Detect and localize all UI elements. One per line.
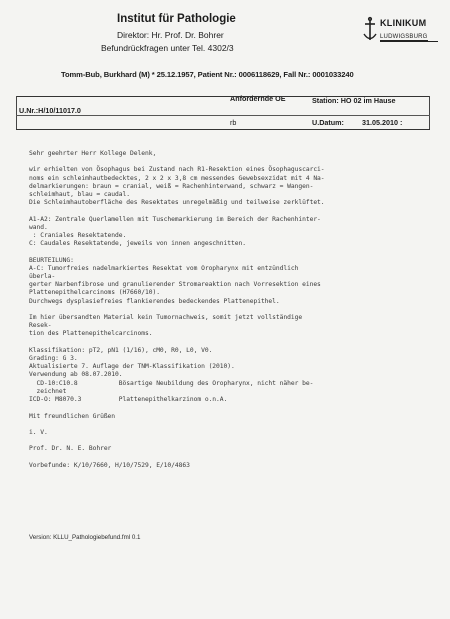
report-line	[29, 207, 439, 215]
version-footer: Version: KLLU_Pathologiebefund.fml 0.1	[29, 534, 141, 541]
report-line: Vorbefunde: K/10/7660, H/10/7529, E/10/4863	[29, 461, 190, 469]
station-label: Station: HO 02 im Hause	[312, 96, 396, 105]
report-line: zeichnet	[29, 387, 67, 395]
report-line: C: Caudales Resektatende, jeweils von innen angeschnitten.	[29, 240, 246, 248]
report-line: noms ein schleimhautbedecktes, 2 x 2 x 3,8 cm messendes Gewebsexzidat mit 4 Na-	[29, 174, 325, 182]
anchor-cross-icon	[362, 16, 378, 44]
report-line: wand.	[29, 223, 48, 231]
udatum-label: U.Datum:	[312, 118, 344, 127]
report-line: Klassifikation: pT2, pN1 (1/16), cM0, R0, L0, V0.	[29, 346, 213, 354]
patient-line: Tomm-Bub, Burkhard (M) * 25.12.1957, Patient Nr.: 0006118629, Fall Nr.: 0001033240	[61, 70, 354, 79]
contact-line: Befundrückfragen unter Tel. 4302/3	[101, 43, 234, 53]
report-line: : Craniales Resektatende.	[29, 232, 127, 240]
box-left-rule	[16, 96, 17, 129]
report-line	[29, 454, 439, 462]
report-line: ICD-O: M8070.3 Plattenepithelkarzinom o.n.A.	[29, 396, 228, 404]
report-line: A-C: Tumorfreies nadelmarkiertes Resektat vom Oropharynx mit entzündlich	[29, 264, 299, 272]
report-line: Durchwegs dysplasiefreies flankierendes bedeckendes Plattenepithel.	[29, 297, 280, 305]
report-line	[29, 306, 439, 314]
report-line	[29, 437, 439, 445]
report-line	[29, 339, 439, 347]
box-right-rule	[429, 96, 430, 129]
report-line: Die Schleimhautoberfläche des Resektates unregelmäßig und teilweise zerklüftet.	[29, 199, 325, 207]
report-line: überla-	[29, 273, 56, 281]
report-line: wir erhielten von Ösophagus bei Zustand nach R1-Resektion eines Ösophaguscarci-	[29, 166, 325, 174]
institute-title: Institut für Pathologie	[117, 13, 236, 25]
report-line	[29, 404, 439, 412]
report-line: BEURTEILUNG:	[29, 256, 74, 264]
report-line: Im hier übersandten Material kein Tumornachweis, somit jetzt vollständige	[29, 314, 303, 322]
report-line: Mit freundlichen Grüßen	[29, 412, 116, 420]
report-line: gerter Narbenfibrose und granulierender Stromareaktion nach Vorresektion eines	[29, 281, 321, 289]
logo-underline	[380, 41, 438, 42]
report-line: delmarkierungen: braun = cranial, weiß = Rachenhinterwand, schwarz = Wangen-	[29, 182, 314, 190]
clinic-name: KLINIKUM	[380, 18, 427, 28]
report-line: Prof. Dr. N. E. Bohrer	[29, 445, 112, 453]
report-line: Grading: G 3.	[29, 355, 78, 363]
box-bottom-rule	[16, 129, 430, 130]
report-line: Resek-	[29, 322, 52, 330]
report-line: Aktualisierte 7. Auflage der TNM-Klassifikation (2010).	[29, 363, 235, 371]
rb-label: rb	[230, 118, 237, 127]
report-line: i. V.	[29, 428, 48, 436]
report-line: tion des Plattenepithelcarcinoms.	[29, 330, 153, 338]
unr-label: U.Nr.:H/10/11017.0	[19, 106, 81, 115]
report-line	[29, 248, 439, 256]
clinic-logo	[362, 12, 444, 56]
director-line: Direktor: Hr. Prof. Dr. Bohrer	[117, 30, 224, 40]
udatum-value: 31.05.2010 :	[362, 118, 403, 127]
report-line: Plattenepithelcarcinoms (H7660/10).	[29, 289, 160, 297]
report-body	[29, 150, 439, 470]
box-top-rule	[16, 96, 430, 97]
box-mid-rule	[16, 115, 430, 116]
report-line: CD-10:C10.8 Bösartige Neubildung des Oropharynx, nicht näher be-	[29, 379, 314, 387]
dept-label: Anfordernde OE	[230, 94, 286, 103]
report-line: Verwendung ab 08.07.2010.	[29, 371, 123, 379]
clinic-city: LUDWIGSBURG	[380, 34, 428, 40]
report-line: schleimhaut, blau = caudal.	[29, 191, 131, 199]
order-info-box	[16, 90, 430, 132]
report-line	[29, 421, 439, 429]
report-line: Sehr geehrter Herr Kollege Delenk,	[29, 150, 157, 157]
report-line: A1-A2: Zentrale Querlamellen mit Tuschemarkierung im Bereich der Rachenhinter-	[29, 215, 321, 223]
